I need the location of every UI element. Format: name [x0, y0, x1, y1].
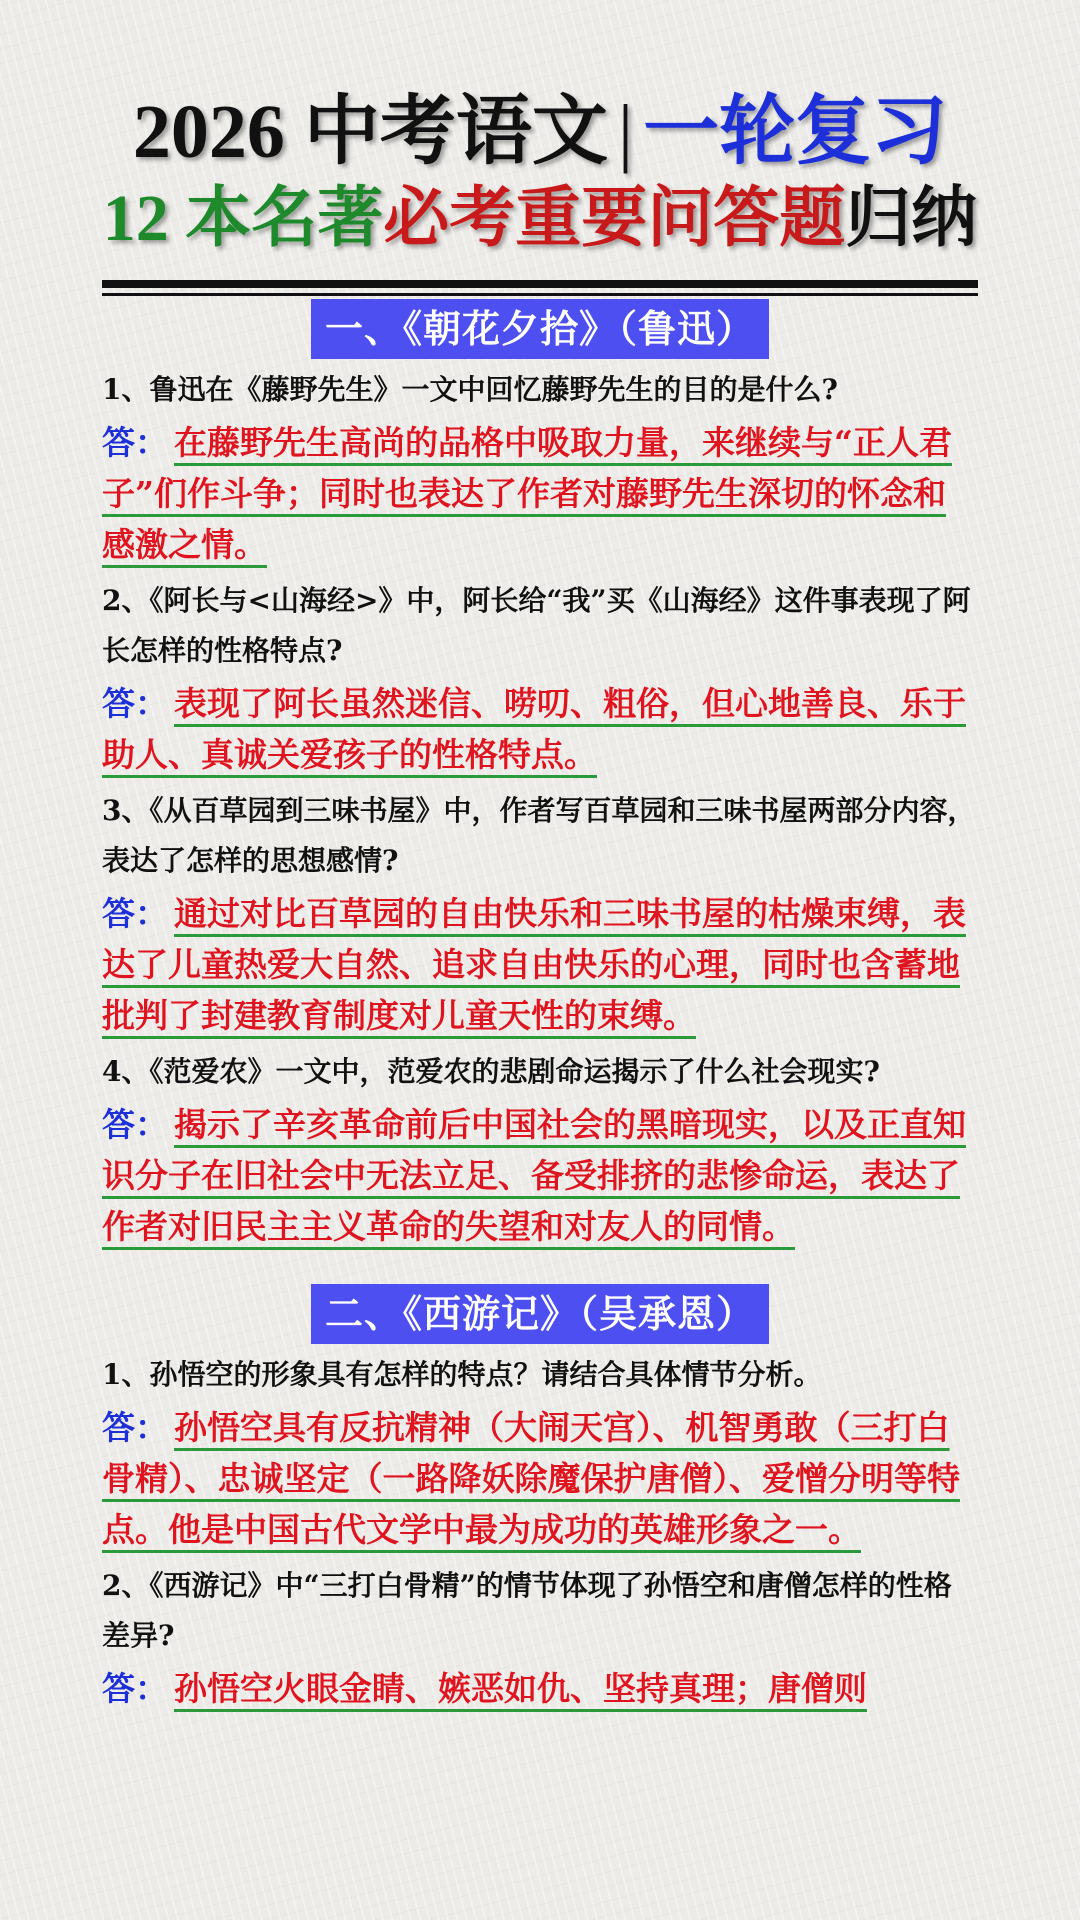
answer-text: 表现了阿长虽然迷信、唠叨、粗俗，但心地善良、乐于助人、真诚关爱孩子的性格特点。	[102, 684, 966, 774]
divider-thick	[102, 280, 978, 288]
answer	[102, 888, 978, 1041]
answer-label: 答：	[102, 1669, 168, 1708]
subtitle-part-red: 必考重要问答题	[383, 182, 846, 255]
question: 1、鲁迅在《藤野先生》一文中回忆藤野先生的目的是什么?	[102, 373, 838, 406]
divider-thin	[102, 293, 978, 296]
title-main: 2026 中考语文	[132, 90, 608, 174]
answer	[102, 1663, 978, 1714]
answer	[102, 678, 978, 780]
title-accent: 一轮复习	[643, 90, 948, 174]
answer-text: 通过对比百草园的自由快乐和三味书屋的枯燥束缚，表达了儿童热爱大自然、追求自由快乐的心理，同时也含蓄地批判了封建教育制度对儿童天性的束缚。	[102, 894, 966, 1035]
question: 1、孙悟空的形象具有怎样的特点？请结合具体情节分析。	[102, 1358, 822, 1391]
document	[102, 88, 978, 1714]
answer-label: 答：	[102, 894, 168, 933]
section-title: 一、《朝花夕拾》（鲁迅）	[311, 299, 769, 359]
section-header	[102, 1284, 978, 1344]
subtitle-part-green: 12 本名著	[102, 182, 384, 255]
answer-label: 答：	[102, 684, 168, 723]
answer-label: 答：	[102, 1105, 168, 1144]
answer-label: 答：	[102, 423, 168, 462]
answer	[102, 1402, 978, 1555]
page-subtitle	[102, 178, 978, 260]
answer	[102, 417, 978, 570]
page-title	[102, 88, 978, 176]
answer-label: 答：	[102, 1408, 168, 1447]
answer-text: 孙悟空具有反抗精神（大闹天宫）、机智勇敢（三打白骨精）、忠诚坚定（一路降妖除魔保护唐僧）、爱憎分明等特点。他是中国古代文学中最为成功的英雄形象之一。	[102, 1408, 960, 1549]
answer-text: 揭示了辛亥革命前后中国社会的黑暗现实，以及正直知识分子在旧社会中无法立足、备受排挤的悲惨命运，表达了作者对旧民主主义革命的失望和对友人的同情。	[102, 1105, 966, 1246]
answer-text: 孙悟空火眼金睛、嫉恶如仇、坚持真理；唐僧则	[174, 1669, 867, 1708]
section-header	[102, 299, 978, 359]
question: 3、《从百草园到三味书屋》中，作者写百草园和三味书屋两部分内容，表达了怎样的思想感情?	[102, 794, 976, 877]
title-separator: |	[617, 90, 634, 174]
answer-text: 在藤野先生高尚的品格中吸取力量，来继续与“正人君子”们作斗争；同时也表达了作者对藤野先生深切的怀念和感激之情。	[102, 423, 952, 564]
answer	[102, 1099, 978, 1252]
section-title: 二、《西游记》（吴承恩）	[311, 1284, 769, 1344]
question: 2、《西游记》中“三打白骨精”的情节体现了孙悟空和唐僧怎样的性格差异?	[102, 1569, 952, 1652]
question: 2、《阿长与<山海经>》中，阿长给“我”买《山海经》这件事表现了阿长怎样的性格特点?	[102, 584, 971, 667]
subtitle-part-black: 归纳	[845, 182, 978, 255]
question: 4、《范爱农》一文中，范爱农的悲剧命运揭示了什么社会现实?	[102, 1055, 880, 1088]
